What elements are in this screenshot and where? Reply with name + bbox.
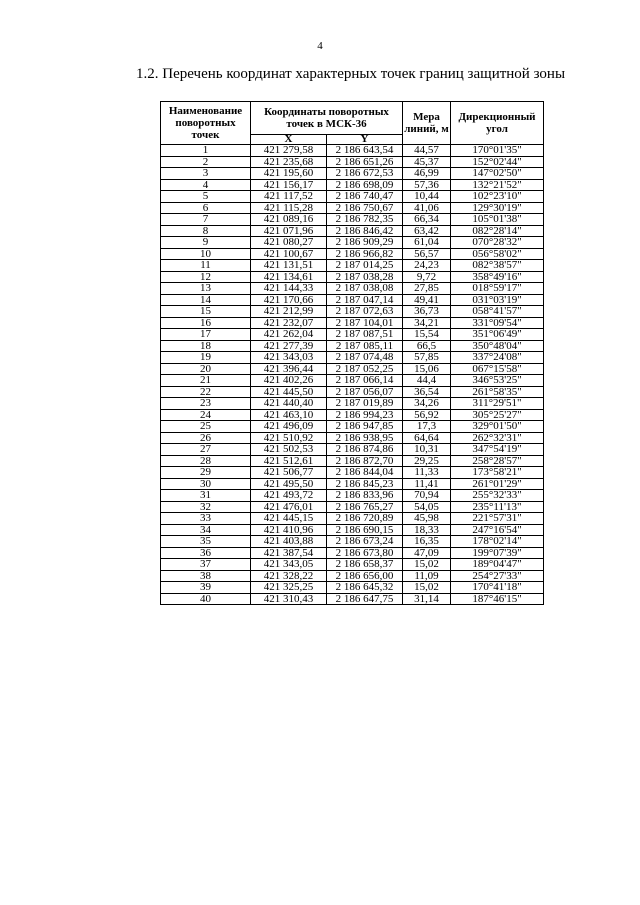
direction-angle-cell: 261°58'35" [451,386,544,398]
header-x: X [251,135,327,145]
point-number-cell: 26 [161,432,251,444]
line-length-cell: 57,85 [403,352,451,364]
x-coordinate-cell: 421 440,40 [251,398,327,410]
section-heading: 1.2. Перечень координат характерных точек границ защитной зоны [136,66,566,82]
point-number-cell: 27 [161,444,251,456]
line-length-cell: 24,23 [403,260,451,272]
point-number-cell: 22 [161,386,251,398]
point-number-cell: 40 [161,593,251,605]
x-coordinate-cell: 421 402,26 [251,375,327,387]
y-coordinate-cell: 2 186 651,26 [327,156,403,168]
x-coordinate-cell: 421 328,22 [251,570,327,582]
x-coordinate-cell: 421 396,44 [251,363,327,375]
direction-angle-cell: 070°28'32" [451,237,544,249]
header-point-name: Наименование поворотных точек [161,102,251,145]
direction-angle-cell: 189°04'47" [451,559,544,571]
direction-angle-cell: 351°06'49" [451,329,544,341]
y-coordinate-cell: 2 186 645,32 [327,582,403,594]
direction-angle-cell: 102°23'10" [451,191,544,203]
x-coordinate-cell: 421 235,68 [251,156,327,168]
line-length-cell: 18,33 [403,524,451,536]
line-length-cell: 17,3 [403,421,451,433]
table-row [161,467,544,479]
direction-angle-cell: 152°02'44" [451,156,544,168]
point-number-cell: 14 [161,294,251,306]
y-coordinate-cell: 2 187 052,25 [327,363,403,375]
point-number-cell: 33 [161,513,251,525]
point-number-cell: 19 [161,352,251,364]
direction-angle-cell: 337°24'08" [451,352,544,364]
direction-angle-cell: 254°27'33" [451,570,544,582]
x-coordinate-cell: 421 131,51 [251,260,327,272]
table-row [161,386,544,398]
line-length-cell: 47,09 [403,547,451,559]
line-length-cell: 15,54 [403,329,451,341]
direction-angle-cell: 147°02'50" [451,168,544,180]
line-length-cell: 66,34 [403,214,451,226]
point-number-cell: 15 [161,306,251,318]
x-coordinate-cell: 421 144,33 [251,283,327,295]
line-length-cell: 15,02 [403,582,451,594]
x-coordinate-cell: 421 100,67 [251,248,327,260]
direction-angle-cell: 067°15'58" [451,363,544,375]
table-row [161,329,544,341]
direction-angle-cell: 018°59'17" [451,283,544,295]
x-coordinate-cell: 421 496,09 [251,421,327,433]
point-number-cell: 12 [161,271,251,283]
point-number-cell: 3 [161,168,251,180]
x-coordinate-cell: 421 512,61 [251,455,327,467]
table-row [161,214,544,226]
point-number-cell: 34 [161,524,251,536]
line-length-cell: 29,25 [403,455,451,467]
x-coordinate-cell: 421 279,58 [251,145,327,157]
table-row [161,202,544,214]
y-coordinate-cell: 2 187 087,51 [327,329,403,341]
line-length-cell: 44,4 [403,375,451,387]
point-number-cell: 32 [161,501,251,513]
line-length-cell: 41,06 [403,202,451,214]
header-line-length: Мера линий, м [403,102,451,145]
y-coordinate-cell: 2 186 690,15 [327,524,403,536]
y-coordinate-cell: 2 187 056,07 [327,386,403,398]
line-length-cell: 57,36 [403,179,451,191]
direction-angle-cell: 262°32'31" [451,432,544,444]
direction-angle-cell: 346°53'25" [451,375,544,387]
line-length-cell: 56,92 [403,409,451,421]
point-number-cell: 10 [161,248,251,260]
direction-angle-cell: 187°46'15" [451,593,544,605]
x-coordinate-cell: 421 493,72 [251,490,327,502]
table-row [161,513,544,525]
direction-angle-cell: 331°09'54" [451,317,544,329]
line-length-cell: 10,31 [403,444,451,456]
x-coordinate-cell: 421 445,50 [251,386,327,398]
point-number-cell: 16 [161,317,251,329]
point-number-cell: 6 [161,202,251,214]
direction-angle-cell: 170°41'18" [451,582,544,594]
y-coordinate-cell: 2 186 673,24 [327,536,403,548]
table-row [161,490,544,502]
direction-angle-cell: 235°11'13" [451,501,544,513]
point-number-cell: 13 [161,283,251,295]
direction-angle-cell: 129°30'19" [451,202,544,214]
x-coordinate-cell: 421 510,92 [251,432,327,444]
x-coordinate-cell: 421 502,53 [251,444,327,456]
x-coordinate-cell: 421 410,96 [251,524,327,536]
line-length-cell: 45,37 [403,156,451,168]
x-coordinate-cell: 421 403,88 [251,536,327,548]
line-length-cell: 66,5 [403,340,451,352]
x-coordinate-cell: 421 262,04 [251,329,327,341]
table-row [161,306,544,318]
y-coordinate-cell: 2 186 947,85 [327,421,403,433]
point-number-cell: 39 [161,582,251,594]
y-coordinate-cell: 2 186 750,67 [327,202,403,214]
direction-angle-cell: 031°03'19" [451,294,544,306]
point-number-cell: 2 [161,156,251,168]
line-length-cell: 34,26 [403,398,451,410]
x-coordinate-cell: 421 212,99 [251,306,327,318]
line-length-cell: 34,21 [403,317,451,329]
table-row [161,294,544,306]
direction-angle-cell: 132°21'52" [451,179,544,191]
table-row [161,317,544,329]
direction-angle-cell: 358°49'16" [451,271,544,283]
line-length-cell: 61,04 [403,237,451,249]
line-length-cell: 36,73 [403,306,451,318]
y-coordinate-cell: 2 186 874,86 [327,444,403,456]
x-coordinate-cell: 421 156,17 [251,179,327,191]
y-coordinate-cell: 2 187 047,14 [327,294,403,306]
line-length-cell: 70,94 [403,490,451,502]
y-coordinate-cell: 2 186 698,09 [327,179,403,191]
point-number-cell: 24 [161,409,251,421]
y-coordinate-cell: 2 187 019,89 [327,398,403,410]
line-length-cell: 49,41 [403,294,451,306]
table-row [161,375,544,387]
point-number-cell: 8 [161,225,251,237]
direction-angle-cell: 311°29'51" [451,398,544,410]
line-length-cell: 10,44 [403,191,451,203]
direction-angle-cell: 199°07'39" [451,547,544,559]
point-number-cell: 21 [161,375,251,387]
y-coordinate-cell: 2 186 844,04 [327,467,403,479]
y-coordinate-cell: 2 186 938,95 [327,432,403,444]
y-coordinate-cell: 2 187 038,28 [327,271,403,283]
y-coordinate-cell: 2 187 014,25 [327,260,403,272]
table-row [161,340,544,352]
x-coordinate-cell: 421 343,05 [251,559,327,571]
table-row [161,271,544,283]
y-coordinate-cell: 2 187 066,14 [327,375,403,387]
direction-angle-cell: 170°01'35" [451,145,544,157]
direction-angle-cell: 305°25'27" [451,409,544,421]
point-number-cell: 30 [161,478,251,490]
y-coordinate-cell: 2 186 994,23 [327,409,403,421]
point-number-cell: 38 [161,570,251,582]
table-row [161,260,544,272]
point-number-cell: 29 [161,467,251,479]
line-length-cell: 9,72 [403,271,451,283]
point-number-cell: 1 [161,145,251,157]
y-coordinate-cell: 2 186 845,23 [327,478,403,490]
table-row [161,559,544,571]
table-row [161,582,544,594]
table-row [161,191,544,203]
x-coordinate-cell: 421 134,61 [251,271,327,283]
direction-angle-cell: 056°58'02" [451,248,544,260]
table-row [161,237,544,249]
table-body [161,145,544,605]
y-coordinate-cell: 2 186 740,47 [327,191,403,203]
table-row [161,570,544,582]
table-row [161,547,544,559]
line-length-cell: 63,42 [403,225,451,237]
point-number-cell: 7 [161,214,251,226]
table-row [161,455,544,467]
y-coordinate-cell: 2 186 872,70 [327,455,403,467]
direction-angle-cell: 173°58'21" [451,467,544,479]
line-length-cell: 64,64 [403,432,451,444]
line-length-cell: 11,09 [403,570,451,582]
x-coordinate-cell: 421 463,10 [251,409,327,421]
table-row [161,444,544,456]
x-coordinate-cell: 421 170,66 [251,294,327,306]
line-length-cell: 11,41 [403,478,451,490]
table-row [161,352,544,364]
y-coordinate-cell: 2 186 672,53 [327,168,403,180]
table-row [161,524,544,536]
y-coordinate-cell: 2 186 966,82 [327,248,403,260]
y-coordinate-cell: 2 186 765,27 [327,501,403,513]
direction-angle-cell: 082°28'14" [451,225,544,237]
y-coordinate-cell: 2 187 074,48 [327,352,403,364]
header-coordinates: Координаты поворотных точек в МСК-36 [251,102,403,135]
direction-angle-cell: 261°01'29" [451,478,544,490]
point-number-cell: 17 [161,329,251,341]
x-coordinate-cell: 421 476,01 [251,501,327,513]
line-length-cell: 44,57 [403,145,451,157]
x-coordinate-cell: 421 232,07 [251,317,327,329]
line-length-cell: 15,06 [403,363,451,375]
table-row [161,283,544,295]
point-number-cell: 31 [161,490,251,502]
x-coordinate-cell: 421 071,96 [251,225,327,237]
direction-angle-cell: 258°28'57" [451,455,544,467]
line-length-cell: 56,57 [403,248,451,260]
direction-angle-cell: 221°57'31" [451,513,544,525]
direction-angle-cell: 350°48'04" [451,340,544,352]
x-coordinate-cell: 421 117,52 [251,191,327,203]
table-row [161,156,544,168]
table-row [161,409,544,421]
direction-angle-cell: 105°01'38" [451,214,544,226]
y-coordinate-cell: 2 186 909,29 [327,237,403,249]
page-number: 4 [317,40,323,52]
y-coordinate-cell: 2 186 673,80 [327,547,403,559]
point-number-cell: 18 [161,340,251,352]
line-length-cell: 31,14 [403,593,451,605]
line-length-cell: 27,85 [403,283,451,295]
direction-angle-cell: 255°32'33" [451,490,544,502]
x-coordinate-cell: 421 115,28 [251,202,327,214]
point-number-cell: 28 [161,455,251,467]
x-coordinate-cell: 421 343,03 [251,352,327,364]
y-coordinate-cell: 2 186 833,96 [327,490,403,502]
point-number-cell: 36 [161,547,251,559]
direction-angle-cell: 082°38'57" [451,260,544,272]
x-coordinate-cell: 421 080,27 [251,237,327,249]
x-coordinate-cell: 421 506,77 [251,467,327,479]
line-length-cell: 45,98 [403,513,451,525]
y-coordinate-cell: 2 187 104,01 [327,317,403,329]
table-row [161,363,544,375]
line-length-cell: 16,35 [403,536,451,548]
point-number-cell: 37 [161,559,251,571]
table-row [161,593,544,605]
y-coordinate-cell: 2 186 782,35 [327,214,403,226]
y-coordinate-cell: 2 186 658,37 [327,559,403,571]
header-direction-angle: Дирекционный угол [451,102,544,145]
point-number-cell: 4 [161,179,251,191]
header-y: Y [327,135,403,145]
x-coordinate-cell: 421 310,43 [251,593,327,605]
x-coordinate-cell: 421 325,25 [251,582,327,594]
table-row [161,536,544,548]
table-row [161,432,544,444]
line-length-cell: 15,02 [403,559,451,571]
y-coordinate-cell: 2 186 647,75 [327,593,403,605]
x-coordinate-cell: 421 445,15 [251,513,327,525]
point-number-cell: 5 [161,191,251,203]
x-coordinate-cell: 421 195,60 [251,168,327,180]
table-row [161,145,544,157]
table-row [161,248,544,260]
line-length-cell: 36,54 [403,386,451,398]
point-number-cell: 25 [161,421,251,433]
y-coordinate-cell: 2 187 085,11 [327,340,403,352]
point-number-cell: 11 [161,260,251,272]
direction-angle-cell: 329°01'50" [451,421,544,433]
direction-angle-cell: 178°02'14" [451,536,544,548]
table-row [161,398,544,410]
table-row [161,225,544,237]
line-length-cell: 11,33 [403,467,451,479]
point-number-cell: 23 [161,398,251,410]
y-coordinate-cell: 2 186 643,54 [327,145,403,157]
point-number-cell: 35 [161,536,251,548]
table-row [161,179,544,191]
direction-angle-cell: 058°41'57" [451,306,544,318]
coordinates-table [160,101,544,605]
direction-angle-cell: 247°16'54" [451,524,544,536]
line-length-cell: 54,05 [403,501,451,513]
y-coordinate-cell: 2 187 038,08 [327,283,403,295]
x-coordinate-cell: 421 495,50 [251,478,327,490]
table-row [161,501,544,513]
direction-angle-cell: 347°54'19" [451,444,544,456]
point-number-cell: 20 [161,363,251,375]
y-coordinate-cell: 2 186 720,89 [327,513,403,525]
y-coordinate-cell: 2 186 846,42 [327,225,403,237]
x-coordinate-cell: 421 387,54 [251,547,327,559]
table-row [161,421,544,433]
table-row [161,168,544,180]
y-coordinate-cell: 2 186 656,00 [327,570,403,582]
table-row [161,478,544,490]
y-coordinate-cell: 2 187 072,63 [327,306,403,318]
x-coordinate-cell: 421 089,16 [251,214,327,226]
line-length-cell: 46,99 [403,168,451,180]
x-coordinate-cell: 421 277,39 [251,340,327,352]
point-number-cell: 9 [161,237,251,249]
